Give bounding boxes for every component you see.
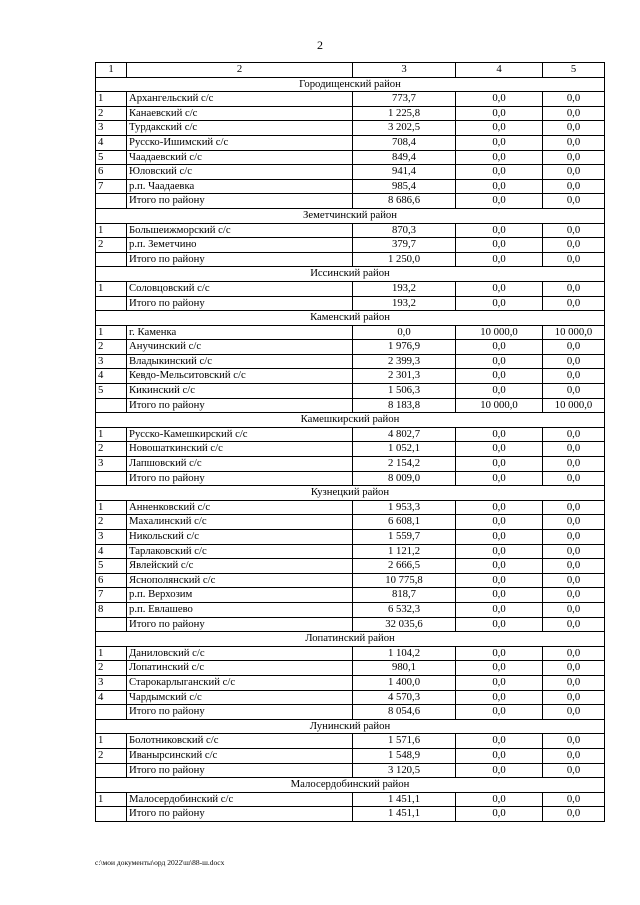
value-col5: 0,0 xyxy=(543,705,605,720)
settlement-name: Итого по району xyxy=(127,763,353,778)
value-col3: 4 570,3 xyxy=(353,690,456,705)
row-number: 7 xyxy=(96,179,127,194)
table-row xyxy=(96,238,605,253)
value-col4: 0,0 xyxy=(456,384,543,399)
row-number: 3 xyxy=(96,121,127,136)
row-number xyxy=(96,705,127,720)
header-cell: 5 xyxy=(543,63,605,78)
value-col3: 773,7 xyxy=(353,92,456,107)
district-title: Лопатинский район xyxy=(96,632,605,647)
table-row xyxy=(96,340,605,355)
value-col5: 0,0 xyxy=(543,106,605,121)
value-col3: 193,2 xyxy=(353,281,456,296)
value-col5: 0,0 xyxy=(543,92,605,107)
table-row xyxy=(96,354,605,369)
value-col4: 0,0 xyxy=(456,106,543,121)
value-col5: 0,0 xyxy=(543,763,605,778)
settlement-name: Явлейский с/с xyxy=(127,559,353,574)
value-col5: 0,0 xyxy=(543,384,605,399)
row-number: 5 xyxy=(96,384,127,399)
value-col3: 3 120,5 xyxy=(353,763,456,778)
row-number: 1 xyxy=(96,223,127,238)
row-number: 3 xyxy=(96,675,127,690)
table-row xyxy=(96,690,605,705)
value-col4: 0,0 xyxy=(456,530,543,545)
value-col4: 0,0 xyxy=(456,165,543,180)
allocation-table xyxy=(95,62,605,822)
value-col3: 1 506,3 xyxy=(353,384,456,399)
value-col5: 0,0 xyxy=(543,223,605,238)
row-number: 1 xyxy=(96,734,127,749)
value-col5: 0,0 xyxy=(543,646,605,661)
header-cell: 1 xyxy=(96,63,127,78)
value-col3: 8 054,6 xyxy=(353,705,456,720)
district-header-row xyxy=(96,486,605,501)
settlement-name: Итого по району xyxy=(127,194,353,209)
row-number xyxy=(96,296,127,311)
row-number xyxy=(96,398,127,413)
settlement-name: Анненковский с/с xyxy=(127,500,353,515)
table-row xyxy=(96,92,605,107)
value-col3: 2 399,3 xyxy=(353,354,456,369)
settlement-name: Новошаткинский с/с xyxy=(127,442,353,457)
table-row xyxy=(96,515,605,530)
settlement-name: р.п. Чаадаевка xyxy=(127,179,353,194)
settlement-name: Юловский с/с xyxy=(127,165,353,180)
table-row xyxy=(96,427,605,442)
settlement-name: Никольский с/с xyxy=(127,530,353,545)
value-col3: 1 225,8 xyxy=(353,106,456,121)
settlement-name: Анучинский с/с xyxy=(127,340,353,355)
table-row xyxy=(96,135,605,150)
value-col5: 0,0 xyxy=(543,807,605,822)
settlement-name: Иванырсинский с/с xyxy=(127,748,353,763)
value-col4: 0,0 xyxy=(456,559,543,574)
file-path-footer: c:\мои документы\орд 2022\ш\88-ш.docx xyxy=(95,858,225,867)
district-header-row xyxy=(96,77,605,92)
value-col3: 849,4 xyxy=(353,150,456,165)
settlement-name: Малосердобинский с/с xyxy=(127,792,353,807)
row-number xyxy=(96,807,127,822)
settlement-name: р.п. Верхозим xyxy=(127,588,353,603)
row-number xyxy=(96,194,127,209)
table-row xyxy=(96,457,605,472)
district-header-row xyxy=(96,413,605,428)
table-row xyxy=(96,150,605,165)
value-col4: 0,0 xyxy=(456,369,543,384)
settlement-name: Русско-Камешкирский с/с xyxy=(127,427,353,442)
table-row xyxy=(96,544,605,559)
total-row xyxy=(96,763,605,778)
value-col3: 1 121,2 xyxy=(353,544,456,559)
value-col5: 0,0 xyxy=(543,690,605,705)
district-title: Кузнецкий район xyxy=(96,486,605,501)
settlement-name: Большеижморский с/с xyxy=(127,223,353,238)
value-col4: 0,0 xyxy=(456,500,543,515)
value-col4: 0,0 xyxy=(456,675,543,690)
value-col5: 0,0 xyxy=(543,369,605,384)
table-row xyxy=(96,369,605,384)
district-header-row xyxy=(96,778,605,793)
settlement-name: Махалинский с/с xyxy=(127,515,353,530)
value-col4: 0,0 xyxy=(456,281,543,296)
value-col3: 1 400,0 xyxy=(353,675,456,690)
row-number: 8 xyxy=(96,602,127,617)
value-col5: 0,0 xyxy=(543,675,605,690)
table-row xyxy=(96,325,605,340)
value-col4: 0,0 xyxy=(456,792,543,807)
value-col5: 0,0 xyxy=(543,457,605,472)
value-col5: 0,0 xyxy=(543,617,605,632)
value-col3: 941,4 xyxy=(353,165,456,180)
settlement-name: Турдакский с/с xyxy=(127,121,353,136)
table-row xyxy=(96,530,605,545)
value-col4: 0,0 xyxy=(456,296,543,311)
value-col5: 0,0 xyxy=(543,354,605,369)
settlement-name: Итого по району xyxy=(127,252,353,267)
settlement-name: Итого по району xyxy=(127,705,353,720)
value-col3: 1 976,9 xyxy=(353,340,456,355)
table-row xyxy=(96,661,605,676)
value-col4: 0,0 xyxy=(456,763,543,778)
table-row xyxy=(96,106,605,121)
value-col4: 0,0 xyxy=(456,427,543,442)
settlement-name: Русско-Ишимский с/с xyxy=(127,135,353,150)
row-number: 3 xyxy=(96,354,127,369)
value-col5: 0,0 xyxy=(543,792,605,807)
value-col4: 0,0 xyxy=(456,150,543,165)
value-col5: 0,0 xyxy=(543,121,605,136)
district-header-row xyxy=(96,719,605,734)
value-col4: 0,0 xyxy=(456,179,543,194)
value-col3: 10 775,8 xyxy=(353,573,456,588)
settlement-name: Кикинский с/с xyxy=(127,384,353,399)
value-col4: 0,0 xyxy=(456,661,543,676)
value-col3: 4 802,7 xyxy=(353,427,456,442)
settlement-name: Чаадаевский с/с xyxy=(127,150,353,165)
value-col5: 0,0 xyxy=(543,194,605,209)
value-col5: 0,0 xyxy=(543,661,605,676)
value-col3: 2 154,2 xyxy=(353,457,456,472)
district-title: Земетчинский район xyxy=(96,208,605,223)
header-cell: 4 xyxy=(456,63,543,78)
row-number: 4 xyxy=(96,135,127,150)
value-col5: 0,0 xyxy=(543,165,605,180)
value-col5: 0,0 xyxy=(543,515,605,530)
district-title: Лунинский район xyxy=(96,719,605,734)
value-col4: 0,0 xyxy=(456,705,543,720)
row-number: 1 xyxy=(96,500,127,515)
value-col4: 0,0 xyxy=(456,354,543,369)
row-number: 1 xyxy=(96,427,127,442)
district-header-row xyxy=(96,311,605,326)
row-number: 5 xyxy=(96,559,127,574)
settlement-name: Яснополянский с/с xyxy=(127,573,353,588)
value-col4: 0,0 xyxy=(456,734,543,749)
table-row xyxy=(96,792,605,807)
value-col5: 0,0 xyxy=(543,602,605,617)
value-col4: 0,0 xyxy=(456,471,543,486)
value-col5: 0,0 xyxy=(543,281,605,296)
row-number: 6 xyxy=(96,573,127,588)
value-col4: 0,0 xyxy=(456,573,543,588)
value-col4: 0,0 xyxy=(456,121,543,136)
settlement-name: Архангельский с/с xyxy=(127,92,353,107)
value-col4: 0,0 xyxy=(456,602,543,617)
district-title: Иссинский район xyxy=(96,267,605,282)
value-col3: 1 250,0 xyxy=(353,252,456,267)
value-col5: 0,0 xyxy=(543,734,605,749)
row-number: 1 xyxy=(96,92,127,107)
district-header-row xyxy=(96,267,605,282)
settlement-name: Итого по району xyxy=(127,296,353,311)
value-col5: 0,0 xyxy=(543,150,605,165)
value-col5: 0,0 xyxy=(543,179,605,194)
row-number xyxy=(96,763,127,778)
value-col3: 6 532,3 xyxy=(353,602,456,617)
row-number: 2 xyxy=(96,748,127,763)
value-col3: 818,7 xyxy=(353,588,456,603)
district-title: Городищенский район xyxy=(96,77,605,92)
header-cell: 3 xyxy=(353,63,456,78)
value-col4: 0,0 xyxy=(456,340,543,355)
value-col4: 0,0 xyxy=(456,515,543,530)
value-col5: 0,0 xyxy=(543,296,605,311)
table-row xyxy=(96,602,605,617)
settlement-name: Канаевский с/с xyxy=(127,106,353,121)
value-col4: 0,0 xyxy=(456,588,543,603)
total-row xyxy=(96,398,605,413)
value-col5: 0,0 xyxy=(543,135,605,150)
table-row xyxy=(96,734,605,749)
settlement-name: р.п. Евлашево xyxy=(127,602,353,617)
settlement-name: Соловцовский с/с xyxy=(127,281,353,296)
value-col5: 0,0 xyxy=(543,427,605,442)
total-row xyxy=(96,617,605,632)
row-number xyxy=(96,252,127,267)
value-col5: 10 000,0 xyxy=(543,325,605,340)
value-col5: 0,0 xyxy=(543,500,605,515)
table-row xyxy=(96,121,605,136)
value-col3: 193,2 xyxy=(353,296,456,311)
row-number: 3 xyxy=(96,530,127,545)
value-col3: 1 953,3 xyxy=(353,500,456,515)
value-col4: 0,0 xyxy=(456,748,543,763)
value-col3: 1 571,6 xyxy=(353,734,456,749)
table-row xyxy=(96,646,605,661)
value-col4: 0,0 xyxy=(456,544,543,559)
value-col4: 0,0 xyxy=(456,223,543,238)
value-col5: 0,0 xyxy=(543,530,605,545)
header-cell: 2 xyxy=(127,63,353,78)
value-col5: 0,0 xyxy=(543,340,605,355)
value-col3: 0,0 xyxy=(353,325,456,340)
total-row xyxy=(96,252,605,267)
district-title: Малосердобинский район xyxy=(96,778,605,793)
table-row xyxy=(96,573,605,588)
value-col3: 1 548,9 xyxy=(353,748,456,763)
settlement-name: Лопатинский с/с xyxy=(127,661,353,676)
row-number: 4 xyxy=(96,369,127,384)
row-number: 3 xyxy=(96,457,127,472)
row-number xyxy=(96,617,127,632)
value-col4: 0,0 xyxy=(456,92,543,107)
settlement-name: Даниловский с/с xyxy=(127,646,353,661)
value-col4: 0,0 xyxy=(456,457,543,472)
total-row xyxy=(96,471,605,486)
row-number: 2 xyxy=(96,661,127,676)
settlement-name: р.п. Земетчино xyxy=(127,238,353,253)
row-number: 2 xyxy=(96,106,127,121)
value-col4: 0,0 xyxy=(456,617,543,632)
value-col4: 0,0 xyxy=(456,646,543,661)
row-number xyxy=(96,471,127,486)
table-row xyxy=(96,500,605,515)
settlement-name: Итого по району xyxy=(127,471,353,486)
settlement-name: Лапшовский с/с xyxy=(127,457,353,472)
value-col3: 6 608,1 xyxy=(353,515,456,530)
table-row xyxy=(96,559,605,574)
value-col3: 2 666,5 xyxy=(353,559,456,574)
value-col4: 10 000,0 xyxy=(456,325,543,340)
value-col5: 0,0 xyxy=(543,588,605,603)
settlement-name: Тарлаковский с/с xyxy=(127,544,353,559)
table-row xyxy=(96,748,605,763)
settlement-name: г. Каменка xyxy=(127,325,353,340)
settlement-name: Итого по району xyxy=(127,398,353,413)
table-row xyxy=(96,281,605,296)
value-col3: 980,1 xyxy=(353,661,456,676)
row-number: 1 xyxy=(96,325,127,340)
value-col4: 0,0 xyxy=(456,442,543,457)
value-col3: 985,4 xyxy=(353,179,456,194)
settlement-name: Итого по району xyxy=(127,807,353,822)
table-row xyxy=(96,588,605,603)
table-row xyxy=(96,675,605,690)
settlement-name: Старокарлыганский с/с xyxy=(127,675,353,690)
value-col3: 8 183,8 xyxy=(353,398,456,413)
table-body xyxy=(96,63,605,822)
header-row xyxy=(96,63,605,78)
page-number: 2 xyxy=(317,38,323,52)
value-col5: 0,0 xyxy=(543,471,605,486)
total-row xyxy=(96,194,605,209)
total-row xyxy=(96,296,605,311)
value-col4: 0,0 xyxy=(456,238,543,253)
row-number: 2 xyxy=(96,238,127,253)
value-col3: 1 559,7 xyxy=(353,530,456,545)
row-number: 7 xyxy=(96,588,127,603)
value-col4: 0,0 xyxy=(456,690,543,705)
value-col4: 0,0 xyxy=(456,194,543,209)
district-title: Каменский район xyxy=(96,311,605,326)
value-col5: 10 000,0 xyxy=(543,398,605,413)
value-col3: 1 052,1 xyxy=(353,442,456,457)
value-col3: 3 202,5 xyxy=(353,121,456,136)
district-header-row xyxy=(96,208,605,223)
row-number: 2 xyxy=(96,340,127,355)
settlement-name: Владыкинский с/с xyxy=(127,354,353,369)
row-number: 2 xyxy=(96,515,127,530)
table-row xyxy=(96,384,605,399)
row-number: 6 xyxy=(96,165,127,180)
table-row xyxy=(96,179,605,194)
value-col3: 8 009,0 xyxy=(353,471,456,486)
table-row xyxy=(96,165,605,180)
district-title: Камешкирский район xyxy=(96,413,605,428)
settlement-name: Итого по району xyxy=(127,617,353,632)
value-col3: 379,7 xyxy=(353,238,456,253)
settlement-name: Кевдо-Мельситовский с/с xyxy=(127,369,353,384)
value-col5: 0,0 xyxy=(543,559,605,574)
value-col3: 2 301,3 xyxy=(353,369,456,384)
value-col5: 0,0 xyxy=(543,573,605,588)
table-row xyxy=(96,442,605,457)
value-col4: 0,0 xyxy=(456,252,543,267)
value-col3: 1 451,1 xyxy=(353,792,456,807)
value-col4: 0,0 xyxy=(456,807,543,822)
value-col3: 708,4 xyxy=(353,135,456,150)
row-number: 4 xyxy=(96,544,127,559)
value-col3: 870,3 xyxy=(353,223,456,238)
value-col4: 10 000,0 xyxy=(456,398,543,413)
value-col5: 0,0 xyxy=(543,544,605,559)
value-col5: 0,0 xyxy=(543,442,605,457)
row-number: 2 xyxy=(96,442,127,457)
value-col5: 0,0 xyxy=(543,748,605,763)
value-col5: 0,0 xyxy=(543,252,605,267)
value-col3: 32 035,6 xyxy=(353,617,456,632)
table-row xyxy=(96,223,605,238)
row-number: 4 xyxy=(96,690,127,705)
row-number: 1 xyxy=(96,646,127,661)
settlement-name: Болотниковский с/с xyxy=(127,734,353,749)
total-row xyxy=(96,807,605,822)
value-col5: 0,0 xyxy=(543,238,605,253)
total-row xyxy=(96,705,605,720)
value-col3: 1 451,1 xyxy=(353,807,456,822)
row-number: 1 xyxy=(96,792,127,807)
value-col3: 8 686,6 xyxy=(353,194,456,209)
district-header-row xyxy=(96,632,605,647)
settlement-name: Чардымский с/с xyxy=(127,690,353,705)
value-col4: 0,0 xyxy=(456,135,543,150)
row-number: 1 xyxy=(96,281,127,296)
value-col3: 1 104,2 xyxy=(353,646,456,661)
row-number: 5 xyxy=(96,150,127,165)
